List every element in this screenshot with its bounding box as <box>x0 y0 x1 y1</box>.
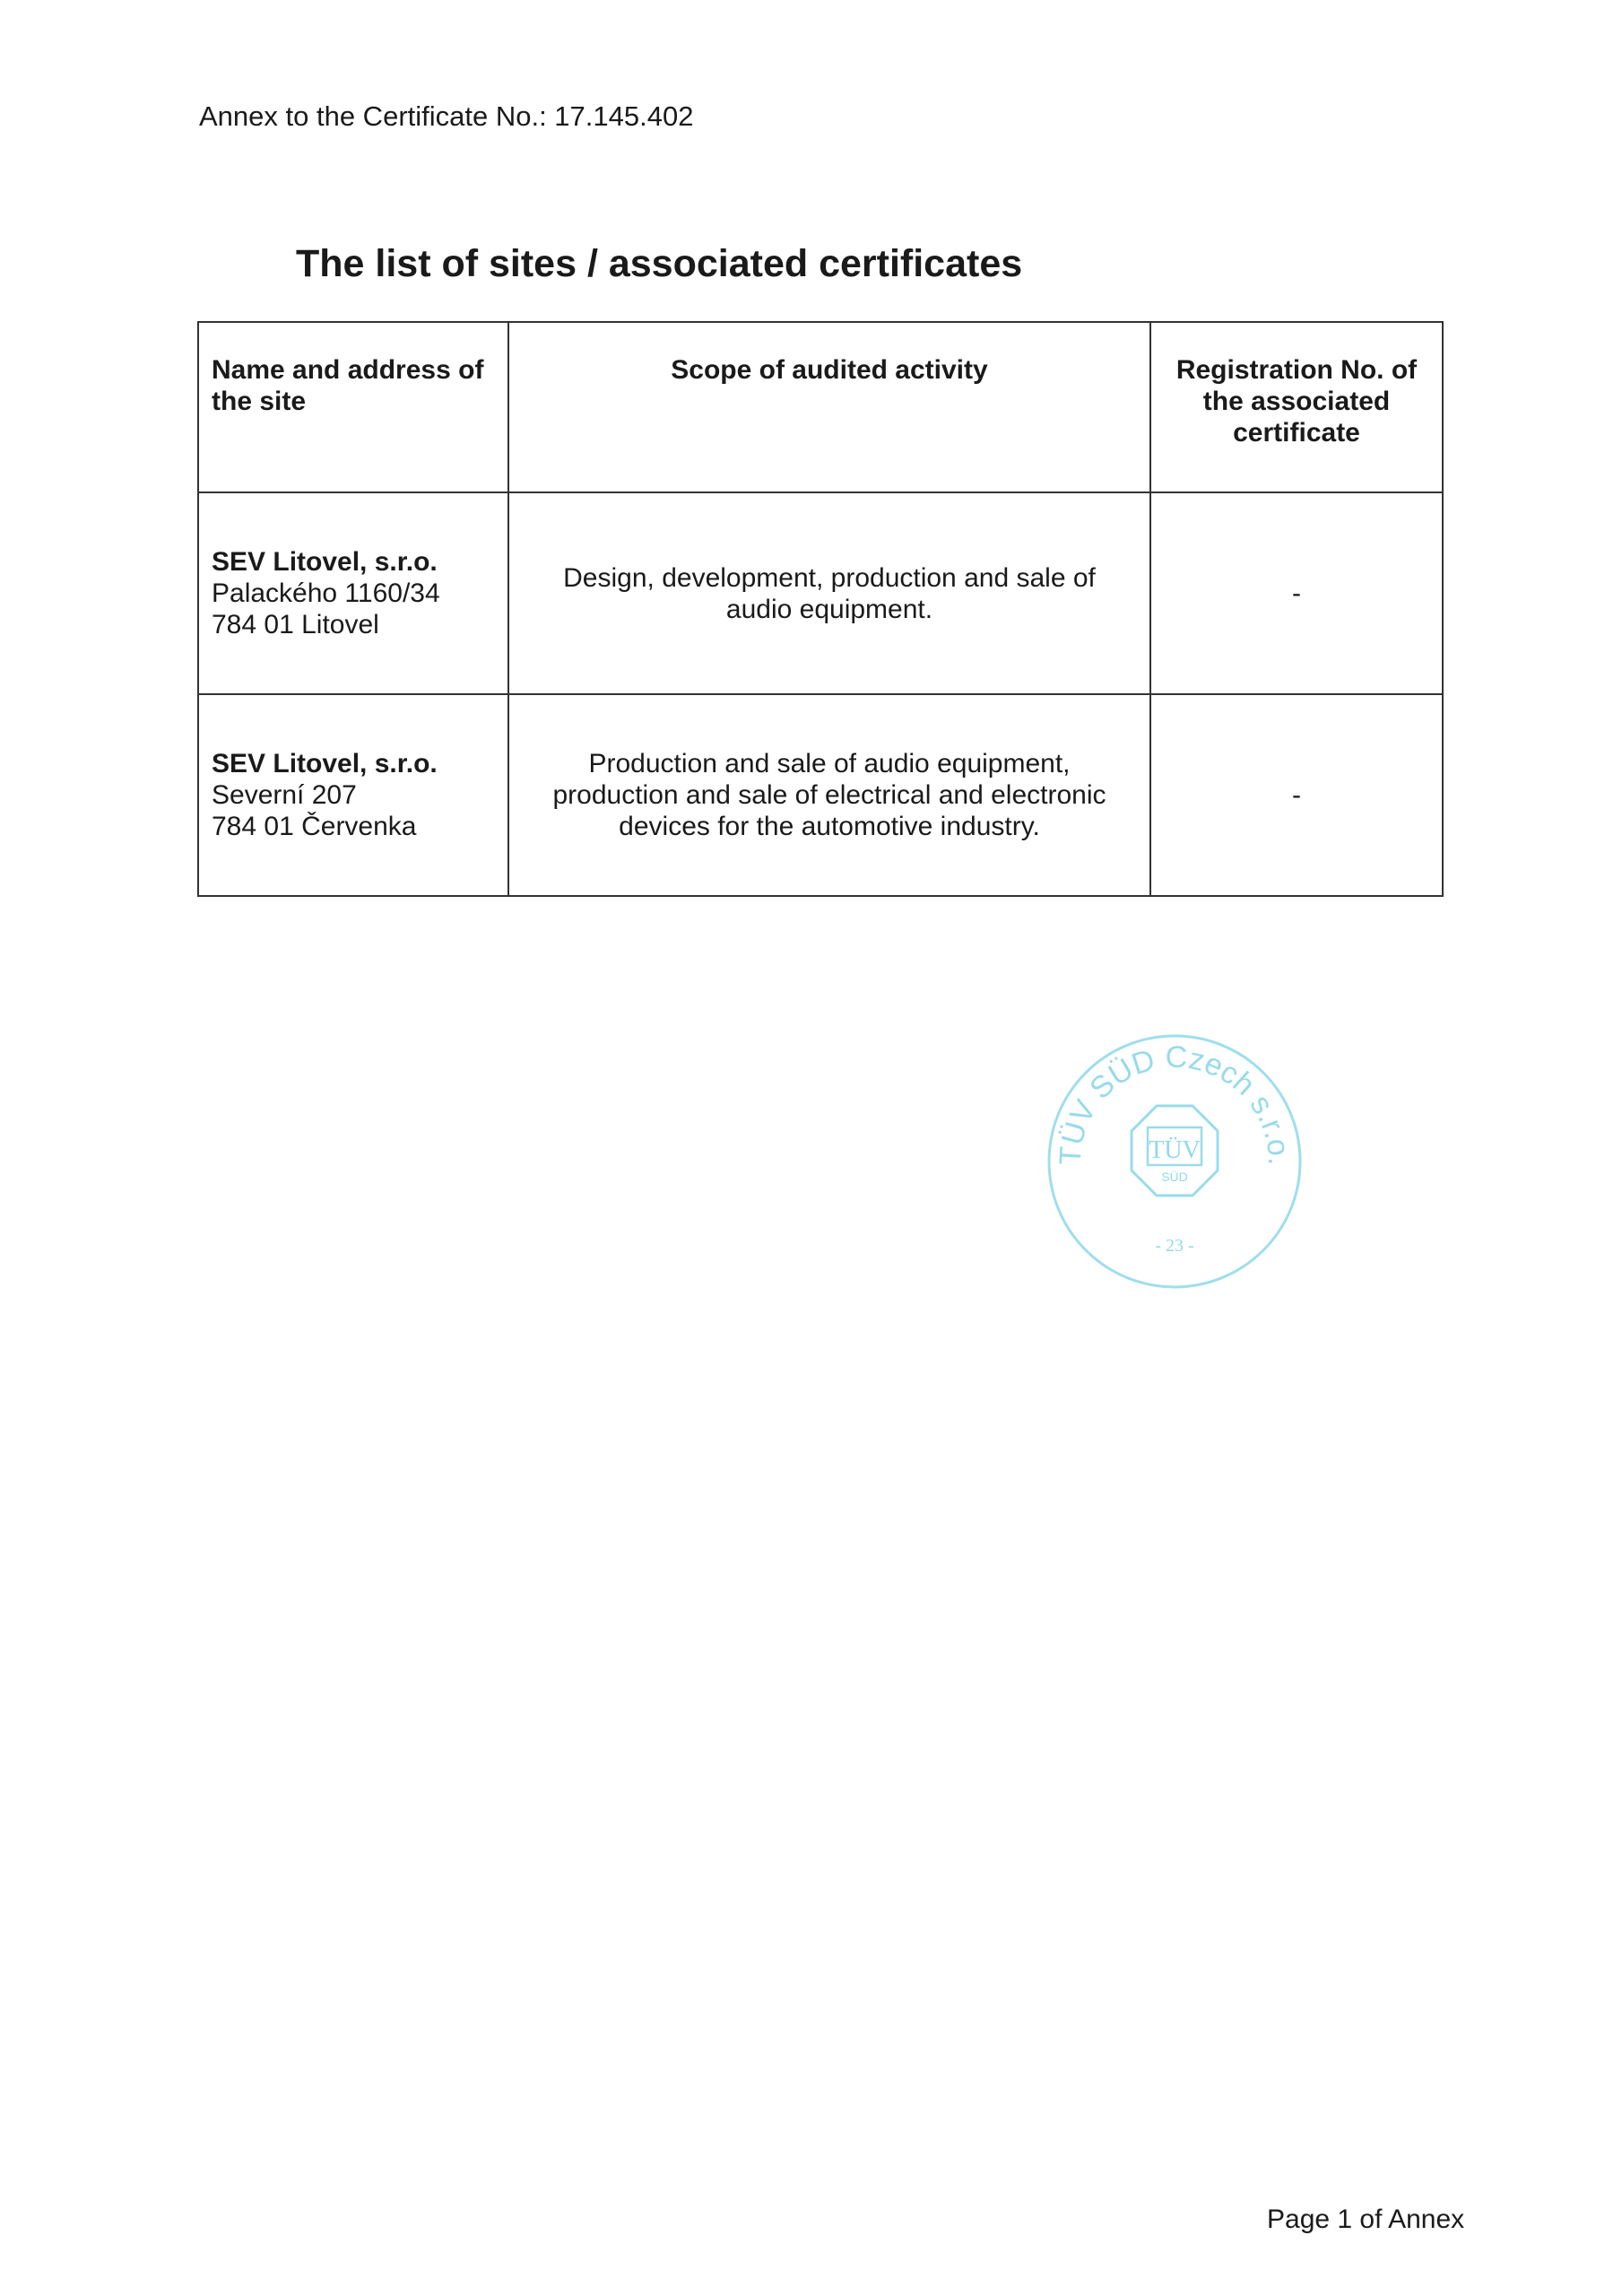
site-name: SEV Litovel, s.r.o. <box>212 749 438 778</box>
site-city: 784 01 Litovel <box>212 610 379 639</box>
stamp-logo-subtext: SÜD <box>1161 1170 1188 1184</box>
column-header-scope: Scope of audited activity <box>508 322 1150 492</box>
site-name: SEV Litovel, s.r.o. <box>212 547 438 577</box>
scope-cell: Production and sale of audio equipment, production and sale of electrical and electronic devices for the automotive industry. <box>508 694 1150 896</box>
table-header-row <box>198 322 1443 492</box>
document-title: The list of sites / associated certificates <box>296 242 1023 285</box>
site-cell <box>198 492 508 694</box>
sites-table <box>197 321 1444 897</box>
registration-cell: - <box>1150 492 1443 694</box>
site-cell <box>198 694 508 896</box>
registration-cell: - <box>1150 694 1443 896</box>
stamp-number: - 23 - <box>1155 1236 1194 1256</box>
stamp-circular-text: TÜV SÜD Czech s.r.o. <box>1053 1039 1297 1166</box>
page-number: Page 1 of Annex <box>1267 2205 1465 2234</box>
annex-certificate-number: Annex to the Certificate No.: 17.145.402 <box>199 100 694 132</box>
table-row <box>198 492 1443 694</box>
tuv-sud-stamp-icon <box>1040 1027 1309 1296</box>
site-street: Severní 207 <box>212 780 357 810</box>
column-header-registration: Registration No. of the associated certificate <box>1150 322 1443 492</box>
site-street: Palackého 1160/34 <box>212 578 440 608</box>
scope-cell: Design, development, production and sale of audio equipment. <box>508 492 1150 694</box>
stamp-logo-text: TÜV <box>1149 1136 1201 1164</box>
column-header-site: Name and address of the site <box>198 322 508 492</box>
table-row <box>198 694 1443 896</box>
site-city: 784 01 Červenka <box>212 812 417 841</box>
